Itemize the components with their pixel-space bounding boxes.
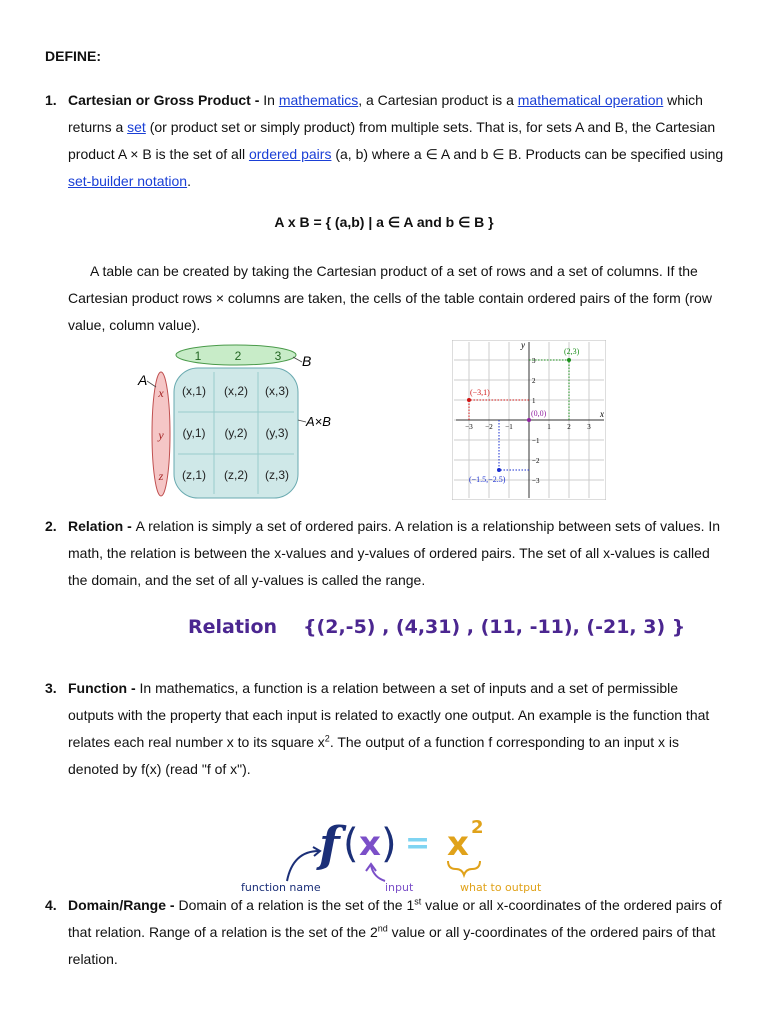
- item-text: . The output of a function f corresponding to an input x is denoted by f(x) (read "f of x").: [68, 734, 679, 777]
- product-cell: (y,1): [182, 426, 206, 440]
- x-tick-label: −1: [505, 423, 513, 431]
- function-name-label: function name: [241, 881, 321, 894]
- item-text: value or all x-coordinates of the ordered pairs of that relation. Range of a relation is the set of the 2: [68, 897, 722, 940]
- x-tick-label: −2: [485, 423, 493, 431]
- set-b-value: 3: [274, 349, 282, 363]
- point-label: (2,3): [564, 347, 580, 356]
- item-text: , a Cartesian product is a: [358, 92, 518, 108]
- output-label: what to output: [460, 881, 542, 894]
- plot-point: [527, 418, 531, 422]
- plot-point: [497, 468, 501, 472]
- product-cell: (y,3): [265, 426, 289, 440]
- item-text: which returns a: [68, 92, 703, 135]
- table-paragraph: A table can be created by taking the Cartesian product of a set of rows and a set of columns. If the Cartesian product rows × columns are taken, the cells of the table contain ordered pairs of the form (row value, column value).: [68, 263, 712, 333]
- y-tick-label: −2: [532, 457, 540, 465]
- item-body: [68, 513, 725, 594]
- product-cell: (x,2): [224, 384, 248, 398]
- function-output-x: x: [447, 824, 469, 864]
- item-cartesian-product: [45, 87, 725, 195]
- link-ordered-pairs[interactable]: ordered pairs: [248, 146, 332, 162]
- y-tick-label: 2: [532, 377, 536, 385]
- item-body: [68, 675, 725, 783]
- product-cell: (x,1): [182, 384, 206, 398]
- cartesian-product-diagram: [130, 340, 350, 500]
- y-axis-label: y: [521, 340, 525, 350]
- superscript: 2: [324, 733, 330, 744]
- product-cell: (z,1): [182, 468, 206, 482]
- coordinate-plane: [452, 340, 606, 500]
- point-label: (0,0): [531, 409, 547, 418]
- function-output-exponent: 2: [471, 817, 484, 838]
- item-text: A relation is simply a set of ordered pairs. A relation is a relationship between sets of values. In math, the relation is between the x-values and y-values of ordered pairs. The set of all x-values is called the domain, and the set of all y-values is called the range.: [68, 518, 721, 588]
- item-body: [68, 87, 725, 195]
- x-tick-label: 2: [567, 423, 571, 431]
- link-mathematics[interactable]: mathematics: [278, 92, 359, 108]
- x-tick-label: 1: [547, 423, 551, 431]
- y-tick-label: −3: [532, 477, 540, 485]
- item-number: 2.: [45, 518, 57, 534]
- set-a-value: z: [158, 469, 164, 483]
- item-text: Domain of a relation is the set of the 1: [178, 897, 415, 913]
- item-text: (or product set or simply product) from multiple sets. That is, for sets A and B, the Cartesian product A × B is the set of all: [68, 119, 716, 162]
- item-function: [45, 675, 725, 783]
- item-term: Cartesian or Gross Product -: [68, 92, 264, 108]
- cartesian-formula: A x B = { (a,b) | a ∈ A and b ∈ B }: [274, 214, 494, 230]
- item-term: Relation -: [68, 518, 136, 534]
- product-cell: (y,2): [224, 426, 248, 440]
- item-relation: [45, 513, 725, 594]
- input-label: input: [385, 881, 414, 894]
- product-cell: (z,2): [224, 468, 248, 482]
- point-label: (−3,1): [470, 388, 490, 397]
- function-notation-diagram: [235, 805, 565, 897]
- x-axis-label: x: [600, 409, 604, 419]
- item-number: 1.: [45, 92, 57, 108]
- set-a-value: x: [158, 386, 164, 400]
- point-label: (−1.5,−2.5): [469, 475, 506, 484]
- x-tick-label: −3: [465, 423, 473, 431]
- x-tick-label: 3: [587, 423, 591, 431]
- superscript: nd: [377, 923, 388, 934]
- y-tick-label: 3: [532, 357, 536, 365]
- item-term: Domain/Range -: [68, 897, 179, 913]
- y-tick-label: 1: [532, 397, 536, 405]
- item-text: In: [263, 92, 279, 108]
- item-number: 4.: [45, 897, 57, 913]
- function-f: f: [319, 817, 340, 873]
- item-text: .: [187, 173, 191, 189]
- superscript: st: [414, 896, 422, 907]
- plot-point: [467, 398, 471, 402]
- define-heading: DEFINE:: [45, 48, 101, 64]
- product-label: A×B: [306, 414, 331, 429]
- set-a-pointer: [147, 381, 156, 387]
- product-cell: (x,3): [265, 384, 289, 398]
- plot-point: [567, 358, 571, 362]
- equals-sign: =: [405, 826, 431, 861]
- set-b-value: 2: [234, 349, 242, 363]
- set-a-label: A: [138, 372, 148, 388]
- link-set[interactable]: set: [127, 119, 146, 135]
- item-term: Function -: [68, 680, 140, 696]
- product-cell: (z,3): [265, 468, 289, 482]
- y-tick-label: −1: [532, 437, 540, 445]
- set-b-label: B: [302, 353, 312, 369]
- item-text: (a, b) where a ∈ A and b ∈ B. Products can be specified using: [331, 146, 724, 162]
- set-b-pointer: [293, 357, 302, 362]
- relation-example-image: [188, 616, 685, 638]
- link-set-builder-notation[interactable]: set-builder notation: [68, 173, 188, 189]
- link-mathematical-operation[interactable]: mathematical operation: [517, 92, 664, 108]
- paren-open: (: [343, 821, 359, 867]
- function-input-x: x: [359, 824, 381, 864]
- product-pointer: [298, 420, 306, 422]
- relation-set: {(2,-5) , (4,31) , (11, -11), (-21, 3) }: [303, 616, 686, 638]
- paren-close: ): [381, 821, 397, 867]
- item-domain-range: [45, 892, 725, 973]
- item-text: In mathematics, a function is a relation between a set of inputs and a set of permissible outputs with the property that each input is related to exactly one output. An example is the function that relates each real number x to its square x: [68, 680, 710, 750]
- relation-label: Relation: [188, 616, 278, 638]
- item-number: 3.: [45, 680, 57, 696]
- item-text: value or all y-coordinates of the ordered pairs of that relation.: [68, 924, 716, 967]
- set-a-value: y: [158, 428, 164, 442]
- set-b-value: 1: [194, 349, 202, 363]
- item-body: [68, 892, 725, 973]
